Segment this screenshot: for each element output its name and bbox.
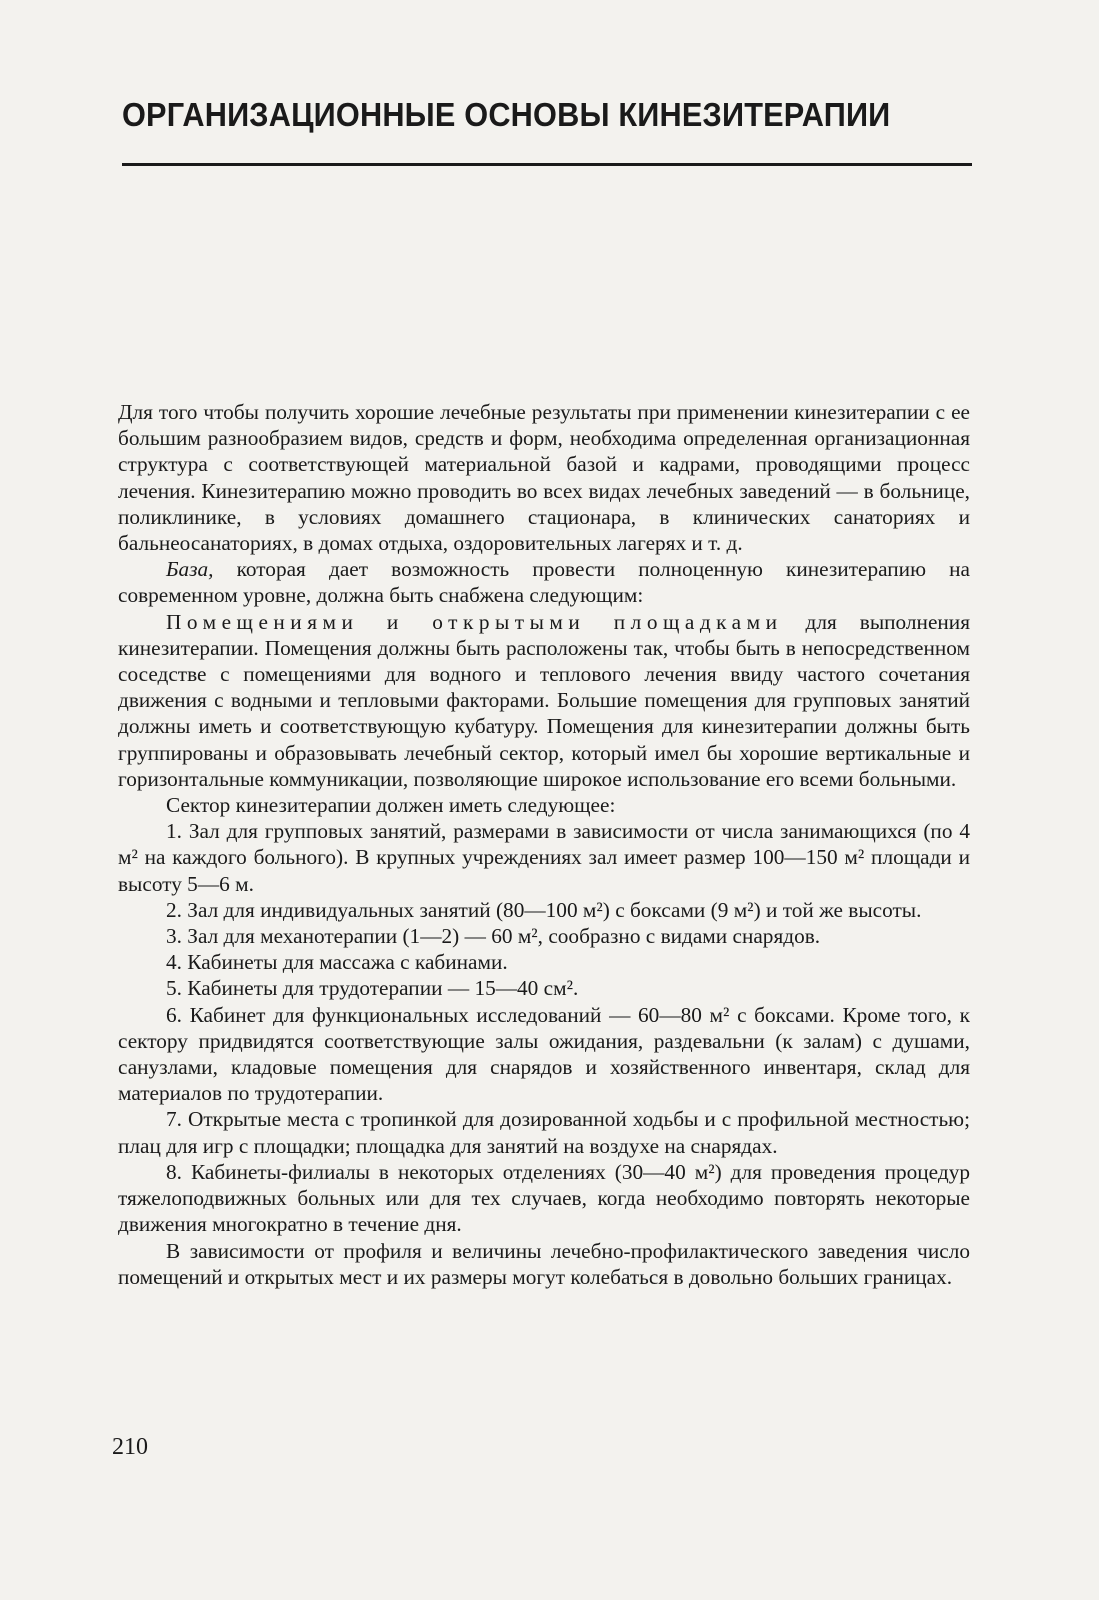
paragraph-rooms: [118, 609, 970, 792]
base-text: которая дает возможность провести полноценную кинезитерапию на современном уровне, должна быть снабжена следующим:: [118, 557, 970, 608]
title-rule: [122, 163, 972, 166]
rooms-text: для выполнения кинезитерапии. Помещения должны быть расположены так, чтобы быть в непосредственном соседстве с помещениями для водного и теплового лечения ввиду частого сочетания движения с водными и тепловыми факторами. Большие помещения для групповых занятий должны иметь и соответствующую кубатуру. Помещения для кинезитерапии должны быть группированы и образовывать лечебный сектор, который имел бы хорошие вертикальные и горизонтальные коммуникации, позволяющие широкое использование его всеми больными.: [118, 609, 970, 791]
list-item-2: 2. Зал для индивидуальных занятий (80—100 м²) с боксами (9 м²) и той же высоты.: [166, 897, 922, 922]
list-item-6: 6. Кабинет для функциональных исследований — 60—80 м² с боксами. Кроме того, к сектору придвидятся соответствующие залы ожидания, раздевальни (к залам) с душами, санузлами, кладовые помещения для снарядов и хозяйственного инвентаря, склад для материалов по трудотерапии.: [118, 1002, 970, 1106]
list-item-5: 5. Кабинеты для трудотерапии — 15—40 см².: [166, 976, 579, 1001]
list-item-7: 7. Открытые места с тропинкой для дозированной ходьбы и с профильной местностью; плац для игр с площадки; площадка для занятий на воздухе на снарядах.: [118, 1107, 970, 1158]
paragraph-sector-intro: Сектор кинезитерапии должен иметь следующее:: [166, 793, 616, 818]
list-item-8: 8. Кабинеты-филиалы в некоторых отделениях (30—40 м²) для проведения процедур тяжелоподвижных больных или для тех случаев, когда необходимо повторять некоторые движения многократно в течение дня.: [118, 1159, 970, 1237]
list-item-3: 3. Зал для механотерапии (1—2) — 60 м², сообразно с видами снарядов.: [166, 924, 821, 949]
body-text: [118, 399, 970, 1290]
rooms-term: Помещениями и открытыми площадками: [166, 609, 783, 634]
chapter-title: ОРГАНИЗАЦИОННЫЕ ОСНОВЫ КИНЕЗИТЕРАПИИ: [122, 96, 891, 133]
paragraph-base: [118, 556, 970, 608]
paragraph-intro: Для того чтобы получить хорошие лечебные результаты при применении кинезитерапии с ее большим разнообразием видов, средств и форм, необходима определенная организационная структура с соответствующей материальной базой и кадрами, проводящими процесс лечения. Кинезитерапию можно проводить во всех видах лечебных заведений — в больнице, поликлинике, в условиях домашнего стационара, в клинических санаториях и бальнеосанаториях, в домах отдыха, оздоровительных лагерях и т. д.: [118, 400, 970, 556]
list-item-4: 4. Кабинеты для массажа с кабинами.: [166, 950, 508, 975]
list-item-1: 1. Зал для групповых занятий, размерами в зависимости от числа занимающихся (по 4 м² на каждого больного). В крупных учреждениях зал имеет размер 100—150 м² площади и высоту 5—6 м.: [118, 819, 970, 896]
base-term: База,: [166, 557, 214, 582]
page-number: 210: [112, 1434, 148, 1460]
paragraph-closing: В зависимости от профиля и величины лечебно-профилактического заведения число помещений и открытых мест и их размеры могут колебаться в довольно больших границах.: [118, 1238, 970, 1289]
